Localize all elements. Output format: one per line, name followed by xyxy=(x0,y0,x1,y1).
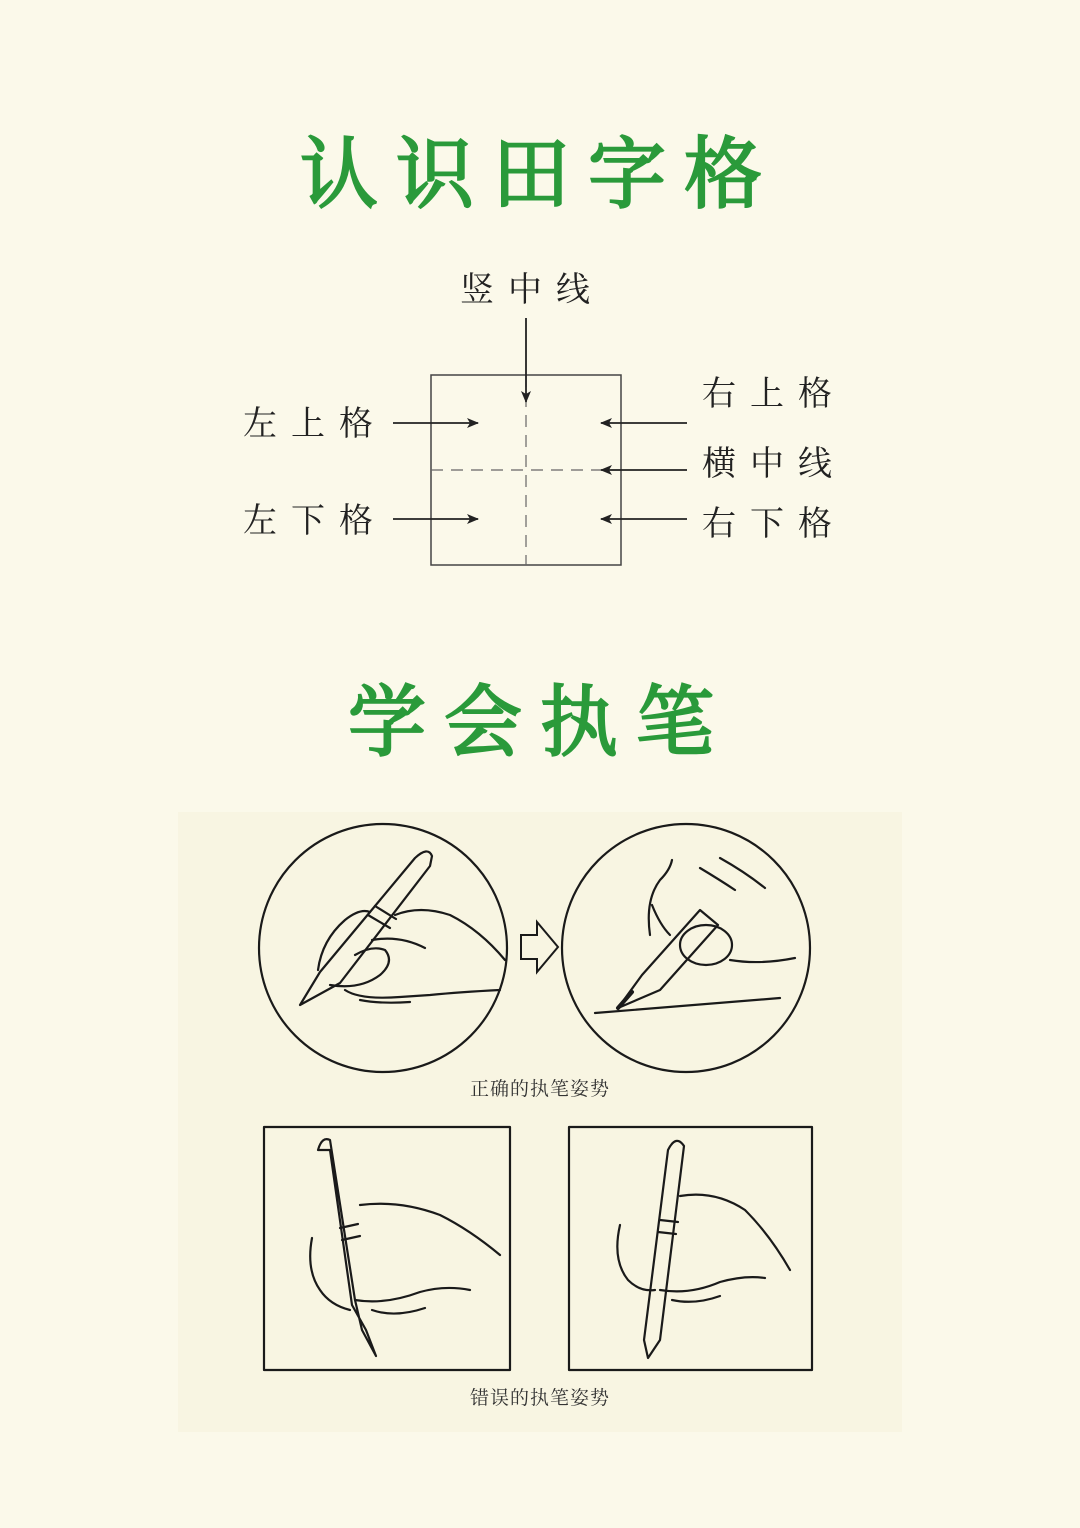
grid-arrows xyxy=(393,318,687,519)
label-bottom-right-cell: 右下格 xyxy=(702,504,846,544)
caption-wrong-grip: 错误的执笔姿势 xyxy=(469,1387,610,1409)
label-vertical-midline: 竖中线 xyxy=(460,270,604,310)
label-top-right-cell: 右上格 xyxy=(702,374,846,414)
section-title-tianzige: 认识田字格 xyxy=(299,129,780,220)
label-horizontal-midline: 横中线 xyxy=(702,444,846,484)
section-title-pen-grip: 学会执笔 xyxy=(347,677,732,768)
illustration-panel xyxy=(178,812,902,1432)
tianzige-grid xyxy=(431,375,621,565)
caption-correct-grip: 正确的执笔姿势 xyxy=(469,1078,610,1100)
label-bottom-left-cell: 左下格 xyxy=(243,501,387,541)
label-top-left-cell: 左上格 xyxy=(243,404,387,444)
